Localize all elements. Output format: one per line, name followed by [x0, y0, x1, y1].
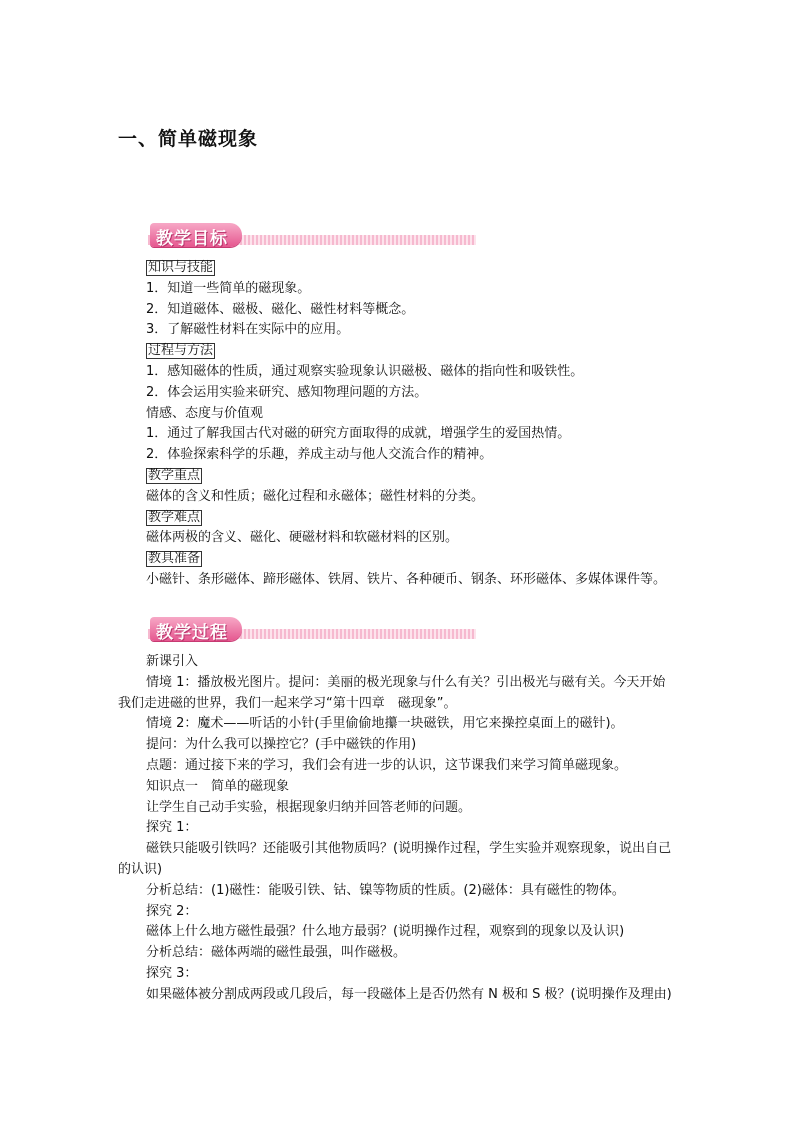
paragraph: 探究 3： — [146, 965, 198, 981]
process-section — [118, 652, 678, 1006]
paragraph: 提问：为什么我可以操控它？(手中磁铁的作用) — [146, 737, 417, 753]
section-banner-process — [148, 617, 476, 643]
page-title: 一、简单磁现象 — [118, 128, 259, 150]
paragraph: 点题：通过接下来的学习，我们会有进一步的认识，这节课我们来学习简单磁现象。 — [146, 757, 628, 773]
paragraph: 让学生自己动手实验，根据现象归纳并回答老师的问题。 — [146, 799, 472, 815]
paragraph: 如果磁体被分割成两段或几段后，每一段磁体上是否仍然有 N 极和 S 极？(说明操作及理由) — [146, 986, 672, 1002]
subheading-knowledge: 知识与技能 — [148, 260, 214, 275]
paragraph: 分析总结：(1)磁性：能吸引铁、钴、镍等物质的性质。(2)磁体：具有磁性的物体。 — [146, 882, 625, 898]
paragraph: 探究 2： — [146, 903, 198, 919]
paragraph: 磁铁只能吸引铁吗？还能吸引其他物质吗？(说明操作过程，学生实验并观察现象，说出自己的认识) — [118, 841, 672, 877]
list-item: 1．知道一些简单的磁现象。 — [146, 280, 311, 296]
subheading-key-points: 教学重点 — [148, 467, 201, 483]
banner-label: 教学过程 — [156, 623, 228, 643]
list-item: 1．通过了解我国古代对磁的研究方面取得的成就，增强学生的爱国热情。 — [146, 426, 571, 442]
paragraph: 情境 2：魔术——听话的小针(手里偷偷地攥一块磁铁，用它来操控桌面上的磁针)。 — [146, 716, 624, 732]
goals-section — [118, 258, 678, 591]
list-item: 2．体验探索科学的乐趣，养成主动与他人交流合作的精神。 — [146, 447, 493, 463]
list-item: 1．感知磁体的性质，通过观察实验现象认识磁极、磁体的指向性和吸铁性。 — [146, 363, 584, 379]
paragraph: 磁体上什么地方磁性最强？什么地方最弱？(说明操作过程，观察到的现象以及认识) — [146, 924, 625, 940]
banner-label: 教学目标 — [156, 229, 228, 249]
tools-text: 小磁针、条形磁体、蹄形磁体、铁屑、铁片、各种硬币、钢条、环形磁体、多媒体课件等。 — [146, 571, 667, 587]
paragraph: 探究 1： — [146, 820, 198, 836]
subheading-process: 过程与方法 — [148, 343, 214, 359]
difficulties-text: 磁体两极的含义、磁化、硬磁材料和软磁材料的区别。 — [146, 530, 459, 546]
section-banner-goals — [148, 223, 476, 249]
list-item: 3．了解磁性材料在实际中的应用。 — [146, 322, 350, 338]
paragraph: 分析总结：磁体两端的磁性最强，叫作磁极。 — [146, 945, 407, 961]
subheading-tools: 教具准备 — [148, 551, 201, 567]
list-item: 2．知道磁体、磁极、磁化、磁性材料等概念。 — [146, 301, 415, 317]
list-item: 2．体会运用实验来研究、感知物理问题的方法。 — [146, 384, 428, 400]
subheading-difficulties: 教学难点 — [148, 509, 201, 525]
paragraph: 新课引入 — [146, 654, 199, 669]
key-points-text: 磁体的含义和性质；磁化过程和永磁体；磁性材料的分类。 — [146, 488, 485, 504]
paragraph: 知识点一 简单的磁现象 — [146, 778, 290, 794]
subheading-attitude: 情感、态度与价值观 — [146, 405, 264, 421]
paragraph: 情境 1：播放极光图片。提问：美丽的极光现象与什么有关？引出极光与磁有关。今天开始我们走进磁的世界，我们一起来学习“第十四章 磁现象”。 — [118, 674, 666, 711]
